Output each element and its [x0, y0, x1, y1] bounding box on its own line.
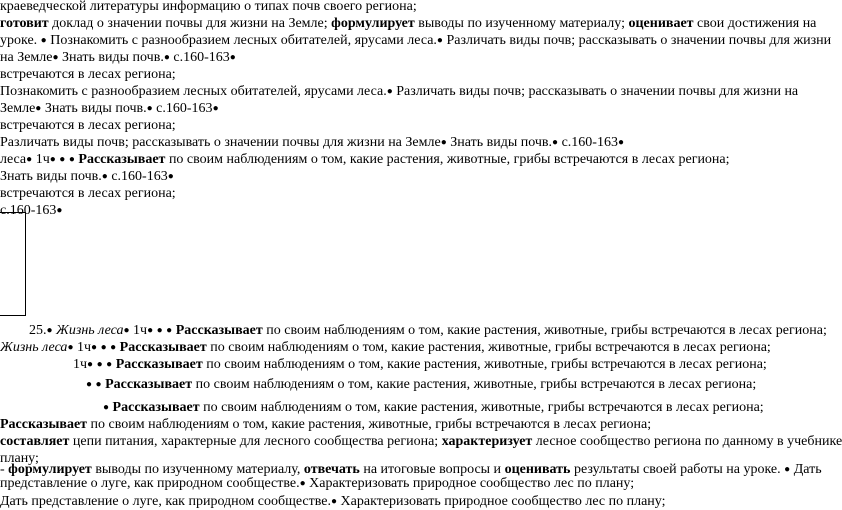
text-segment: на Земле: [0, 50, 53, 65]
text-segment: с.160-163: [169, 50, 230, 65]
text-segment: встречаются в лесах региона;: [0, 186, 176, 201]
text-line-11: [0, 168, 174, 185]
text-segment: доклад о значении почвы для жизни на Земле;: [48, 16, 332, 31]
bullet-icon: ●: [103, 402, 110, 413]
bullet-icon: ●: [123, 325, 130, 336]
bullet-icon: ●: [56, 205, 63, 216]
bullet-icon: ●: [147, 325, 154, 336]
bold-term: Рассказывает: [0, 417, 88, 432]
text-segment: -: [0, 462, 9, 477]
bullet-icon: ●: [40, 35, 47, 46]
bold-term: Рассказывает: [112, 400, 200, 415]
bullet-icon: ●: [86, 379, 93, 390]
bullet-icon: ●: [67, 342, 74, 353]
text-segment: цепи питания, характерные для лесного сообщества региона;: [69, 434, 442, 449]
bullet-icon: ●: [95, 379, 102, 390]
text-segment: по своим наблюдениям о том, какие растения, животные, грибы встречаются в лесах региона;: [199, 400, 764, 415]
text-line-14: [29, 322, 827, 339]
text-segment: с.160-163: [152, 101, 213, 116]
text-segment: Знать виды почв.: [0, 169, 102, 184]
text-line-6: [0, 83, 798, 100]
bullet-icon: ●: [299, 478, 306, 489]
bullet-icon: ●: [331, 496, 338, 507]
text-line-8: [0, 117, 176, 134]
bold-term: Рассказывает: [115, 357, 203, 372]
bullet-icon: ●: [212, 103, 219, 114]
bold-term: составляет: [0, 434, 70, 449]
text-segment: Характеризовать природное сообщество лес по плану;: [337, 494, 666, 509]
text-line-12: [0, 185, 176, 202]
text-segment: с.160-163: [558, 135, 618, 150]
bold-term: оценивать: [504, 462, 571, 477]
text-segment: 1ч: [73, 340, 92, 355]
text-segment: 1ч: [32, 152, 50, 167]
bullet-icon: ●: [52, 52, 59, 63]
text-line-23: [0, 475, 634, 492]
text-segment: по своим наблюдениям о том, какие растения, животные, грибы встречаются в лесах региона;: [262, 323, 827, 338]
text-segment: Различать виды почв; рассказывать о значении почвы для жизни на Земле: [0, 135, 441, 150]
text-segment: леса: [0, 152, 27, 167]
text-line-7: [0, 100, 219, 117]
text-line-3: [0, 32, 831, 49]
text-segment: Различать виды почв; рассказывать о значении почвы для жизни на: [392, 84, 799, 99]
text-segment: Познакомить с разнообразием лесных обитателей, ярусами леса.: [46, 33, 437, 48]
text-segment: с.160-163: [107, 169, 168, 184]
bold-term: формулирует: [331, 16, 415, 31]
text-segment: по своим наблюдениям о том, какие растения, животные, грибы встречаются в лесах региона;: [87, 417, 652, 432]
text-segment: лесное сообщество региона по данному в учебнике: [532, 434, 842, 449]
text-segment: с.160-163: [0, 203, 57, 218]
text-segment: представление о луге, как природном сообществе.: [0, 476, 300, 491]
text-segment: выводы по изученному материалу;: [414, 16, 629, 31]
bullet-icon: ●: [386, 86, 393, 97]
text-segment: Дать представление о луге, как природном сообществе.: [0, 494, 331, 509]
bold-term: характеризует: [441, 434, 533, 449]
bullet-icon: ●: [617, 137, 624, 148]
text-line-4: [0, 49, 236, 66]
bullet-icon: ●: [229, 52, 236, 63]
text-segment: уроке.: [0, 33, 41, 48]
text-line-24: [0, 493, 666, 510]
bullet-icon: ●: [35, 103, 42, 114]
text-line-10: [0, 151, 730, 168]
topic-title: Жизнь леса: [0, 340, 68, 355]
topic-title: Жизнь леса: [52, 323, 124, 338]
text-segment: результаты своей работы на уроке.: [570, 462, 785, 477]
row-number: 25.: [29, 323, 47, 338]
text-line-5: [0, 66, 176, 83]
text-line-2: [0, 15, 816, 32]
text-segment: Знать виды почв.: [41, 101, 147, 116]
text-segment: Земле: [0, 101, 36, 116]
bullet-icon: ●: [100, 342, 107, 353]
bullet-icon: ●: [167, 171, 174, 182]
text-segment: краеведческой литературы информацию о типах почв своего региона;: [0, 0, 417, 14]
text-segment: Характеризовать природное сообщество лес по плану;: [305, 476, 635, 491]
text-line-15: [0, 339, 771, 356]
bullet-icon: ●: [91, 342, 98, 353]
bullet-icon: ●: [156, 325, 163, 336]
text-segment: встречаются в лесах региона;: [0, 118, 176, 133]
bold-term: Рассказывает: [175, 323, 263, 338]
bullet-icon: ●: [146, 103, 153, 114]
text-segment: выводы по изученному материалу,: [91, 462, 304, 477]
bullet-icon: ●: [106, 359, 113, 370]
text-line-18: [103, 399, 764, 416]
bold-term: формулирует: [8, 462, 92, 477]
text-segment: по своим наблюдениям о том, какие растения, животные, грибы встречаются в лесах региона;: [165, 152, 730, 167]
text-segment: по своим наблюдениям о том, какие растения, животные, грибы встречаются в лесах региона;: [206, 340, 771, 355]
empty-table-cell: [0, 212, 26, 316]
text-segment: Дать: [790, 462, 822, 477]
bullet-icon: ●: [49, 154, 56, 165]
text-segment: на итоговые вопросы и: [359, 462, 505, 477]
text-line-20: [0, 433, 842, 450]
bullet-icon: ●: [110, 342, 117, 353]
bullet-icon: ●: [59, 154, 66, 165]
text-segment: по своим наблюдениям о том, какие растения, животные, грибы встречаются в лесах региона;: [202, 357, 767, 372]
text-segment: Познакомить с разнообразием лесных обитателей, ярусами леса.: [0, 84, 387, 99]
text-segment: свои достижения на: [693, 16, 817, 31]
text-line-1: [0, 0, 417, 15]
text-line-16: [73, 356, 767, 373]
bold-term: отвечать: [303, 462, 360, 477]
text-segment: Различать виды почв; рассказывать о значении почвы для жизни: [442, 33, 832, 48]
text-segment: 1ч: [129, 323, 148, 338]
bold-term: Рассказывает: [119, 340, 207, 355]
bold-term: оценивает: [628, 16, 694, 31]
bullet-icon: ●: [440, 137, 447, 148]
bold-term: готовит: [0, 16, 49, 31]
text-segment: 1ч: [73, 357, 88, 372]
bullet-icon: ●: [68, 154, 75, 165]
bullet-icon: ●: [436, 35, 443, 46]
bullet-icon: ●: [166, 325, 173, 336]
bullet-icon: ●: [552, 137, 559, 148]
bullet-icon: ●: [96, 359, 103, 370]
text-segment: встречаются в лесах региона;: [0, 67, 176, 82]
text-segment: по своим наблюдениям о том, какие растения, животные, грибы встречаются в лесах региона;: [192, 377, 757, 392]
bullet-icon: ●: [101, 171, 108, 182]
bold-term: Рассказывает: [78, 152, 166, 167]
bullet-icon: ●: [87, 359, 94, 370]
bullet-icon: ●: [46, 325, 53, 336]
bold-term: Рассказывает: [105, 377, 193, 392]
text-line-9: [0, 134, 624, 151]
text-line-17: [86, 376, 756, 393]
text-line-19: [0, 416, 651, 433]
text-segment: Знать виды почв.: [446, 135, 553, 150]
bullet-icon: ●: [163, 52, 170, 63]
bullet-icon: ●: [26, 154, 33, 165]
bullet-icon: ●: [784, 464, 791, 475]
text-segment: плану;: [0, 451, 39, 466]
text-segment: Знать виды почв.: [58, 50, 164, 65]
